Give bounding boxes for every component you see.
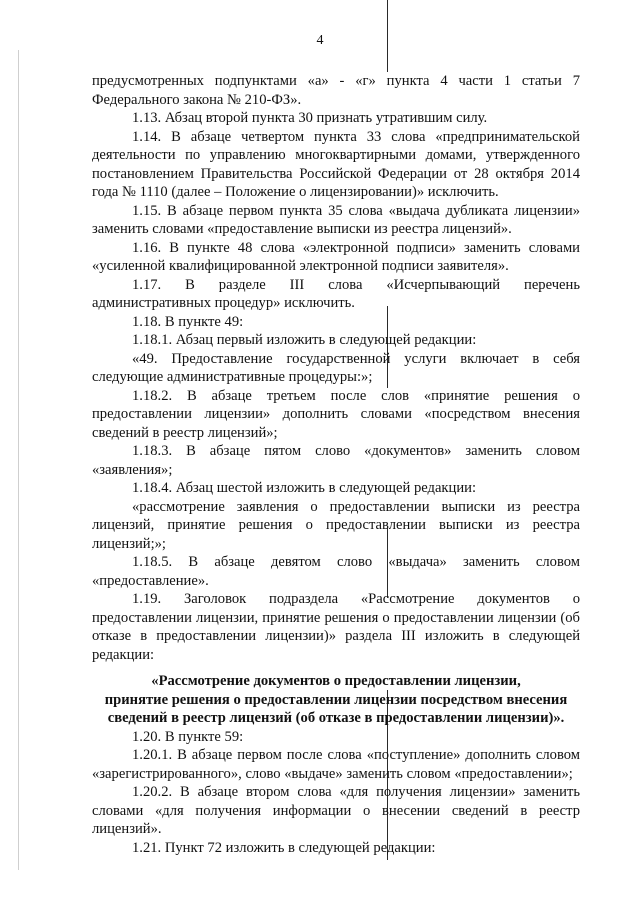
paragraph-49-new-text: «49. Предоставление государственной услуги включает в себя следующие административные процедуры:»; [92,350,580,385]
subsection-heading-line-2: принятие решения о предоставлении лицензии посредством внесения [104,691,568,708]
paragraph-1-18-5: 1.18.5. В абзаце девятом слово «выдача» заменить словом «предоставление». [92,554,580,589]
scan-artifact-left-edge [18,50,19,870]
paragraph-1-18: 1.18. В пункте 49: [132,313,244,330]
paragraph-1-20: 1.20. В пункте 59: [132,728,244,745]
paragraph-1-18-2: 1.18.2. В абзаце третьем после слов «принятие решения о предоставлении лицензии» дополнить словами «посредством внесения сведений в реестр лицензий»; [92,387,580,441]
paragraph-1-20-1: 1.20.1. В абзаце первом после слова «поступление» дополнить словом «зарегистрированного», слово «выдаче» заменить словом «предоставлении»; [92,747,580,782]
subsection-heading [92,672,580,728]
subsection-heading-line-1: «Рассмотрение документов о предоставлении лицензии, [151,673,521,689]
subsection-heading-line-3: сведений в реестр лицензий (об отказе в предоставлении лицензии)». [107,710,565,726]
paragraph-1-18-4: 1.18.4. Абзац шестой изложить в следующей редакции: [132,480,477,496]
paragraph-1-17: 1.17. В разделе III слова «Исчерпывающий перечень административных процедур» исключить. [92,276,580,311]
paragraph-1-13: 1.13. Абзац второй пункта 30 признать утратившим силу. [132,110,488,126]
paragraph-1-20-2: 1.20.2. В абзаце втором слова «для получения лицензии» заменить словами «для получения информации о внесении сведений в реестр лицензий». [92,784,580,837]
paragraph-abzac-six-new-text: «рассмотрение заявления о предоставлении выписки из реестра лицензий, принятие решения о предоставлении выписки из реестра лицензий;»; [92,498,580,552]
document-body [92,72,580,857]
paragraph-1-16: 1.16. В пункте 48 слова «электронной подписи» заменить словами «усиленной квалифицированной электронной подписи заявителя». [92,239,580,274]
paragraph-1-14: 1.14. В абзаце четвертом пункта 33 слова «предпринимательской деятельности по управлению многоквартирными домами, утвержденного постановлением Правительства Российской Федерации от 28 октября 2014 года № 1110 (далее – Положение о лицензировании)» исключить. [92,128,580,200]
paragraph-1-21: 1.21. Пункт 72 изложить в следующей редакции: [132,839,436,856]
paragraph-1-15: 1.15. В абзаце первом пункта 35 слова «выдача дубликата лицензии» заменить словами «предоставление выписки из реестра лицензий». [92,202,580,237]
paragraph-1-19: 1.19. Заголовок подраздела «Рассмотрение документов о предоставлении лицензии, принятие решения о предоставлении лицензии (об отказе в предоставлении лицензии)» раздела III изложить в следующей редакции: [92,591,580,663]
paragraph-1-18-1: 1.18.1. Абзац первый изложить в следующей редакции: [132,332,477,348]
paragraph-continuation: предусмотренных подпунктами «а» - «г» пункта 4 части 1 статьи 7 Федерального закона № 210-ФЗ». [92,73,580,108]
paragraph-1-18-3: 1.18.3. В абзаце пятом слово «документов» заменить словом «заявления»; [92,443,580,478]
page-number: 4 [316,33,324,48]
